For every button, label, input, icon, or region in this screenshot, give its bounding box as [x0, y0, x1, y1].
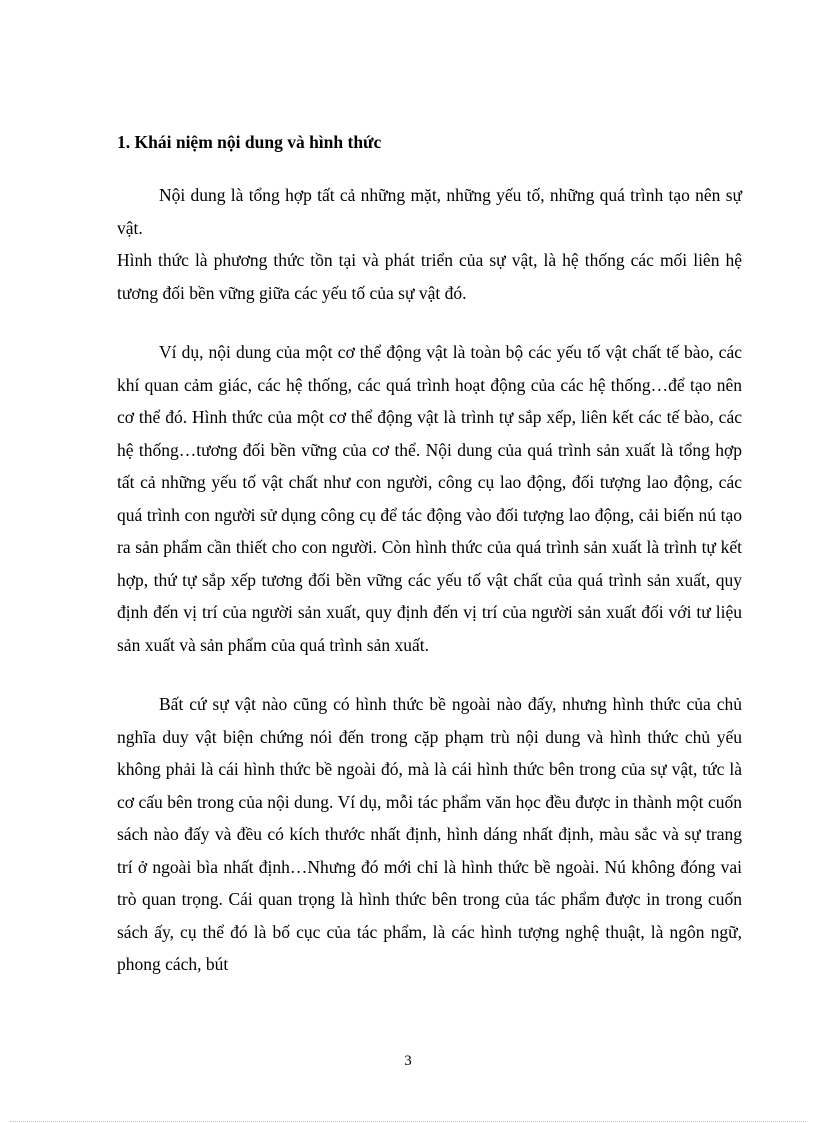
paragraph-spacer [117, 661, 742, 688]
section-heading: 1. Khái niệm nội dung và hình thức [117, 132, 382, 152]
paragraph-definition-content: Nội dung là tổng hợp tất cả những mặt, những yếu tố, những quá trình tạo nên sự vật. [117, 185, 742, 238]
page-content [117, 126, 742, 981]
page-number: 3 [404, 1053, 412, 1069]
paragraph-outer-form: Bất cứ sự vật nào cũng có hình thức bề ngoài nào đấy, nhưng hình thức của chủ nghĩa duy vật biện chứng nói đến trong cặp phạm trù nội dung và hình thức chủ yếu không phải là cái hình thức bề ngoài đó, mà là cái hình thức bên trong của sự vật, tức là cơ cấu bên trong của nội dung. Ví dụ, mỗi tác phẩm văn học đều được in thành một cuốn sách nào đấy và đều có kích thước nhất định, hình dáng nhất định, màu sắc và sự trang trí ở ngoài bìa nhất định…Nhưng đó mới chỉ là hình thức bề ngoài. Nú không đóng vai trò quan trọng. Cái quan trọng là hình thức bên trong của tác phẩm được in trong cuốn sách ấy, cụ thể đó là bố cục của tác phẩm, là các hình tượng nghệ thuật, là ngôn ngữ, phong cách, bút [117, 694, 742, 974]
paragraph-definition-form: Hình thức là phương thức tồn tại và phát triển của sự vật, là hệ thống các mối liên hệ tương đối bền vững giữa các yếu tố của sự vật đó. [117, 250, 742, 303]
paragraph-example: Ví dụ, nội dung của một cơ thể động vật là toàn bộ các yếu tố vật chất tế bào, các khí quan cảm giác, các hệ thống, các quá trình hoạt động của các hệ thống…để tạo nên cơ thể đó. Hình thức của một cơ thể động vật là trình tự sắp xếp, liên kết các tế bào, các hệ thống…tương đối bền vững của cơ thể. Nội dung của quá trình sản xuất là tổng hợp tất cả những yếu tố vật chất như con người, công cụ lao động, đối tượng lao động, các quá trình con người sử dụng công cụ để tác động vào đối tượng lao động, cải biến nú tạo ra sản phẩm cần thiết cho con người. Còn hình thức của quá trình sản xuất là trình tự kết hợp, thứ tự sắp xếp tương đối bền vững các yếu tố vật chất của quá trình sản xuất, quy định đến vị trí của người sản xuất, quy định đến vị trí của người sản xuất đối với tư liệu sản xuất và sản phẩm của quá trình sản xuất. [117, 342, 742, 655]
paragraph-spacer [117, 309, 742, 336]
page-bottom-divider [10, 1121, 806, 1122]
